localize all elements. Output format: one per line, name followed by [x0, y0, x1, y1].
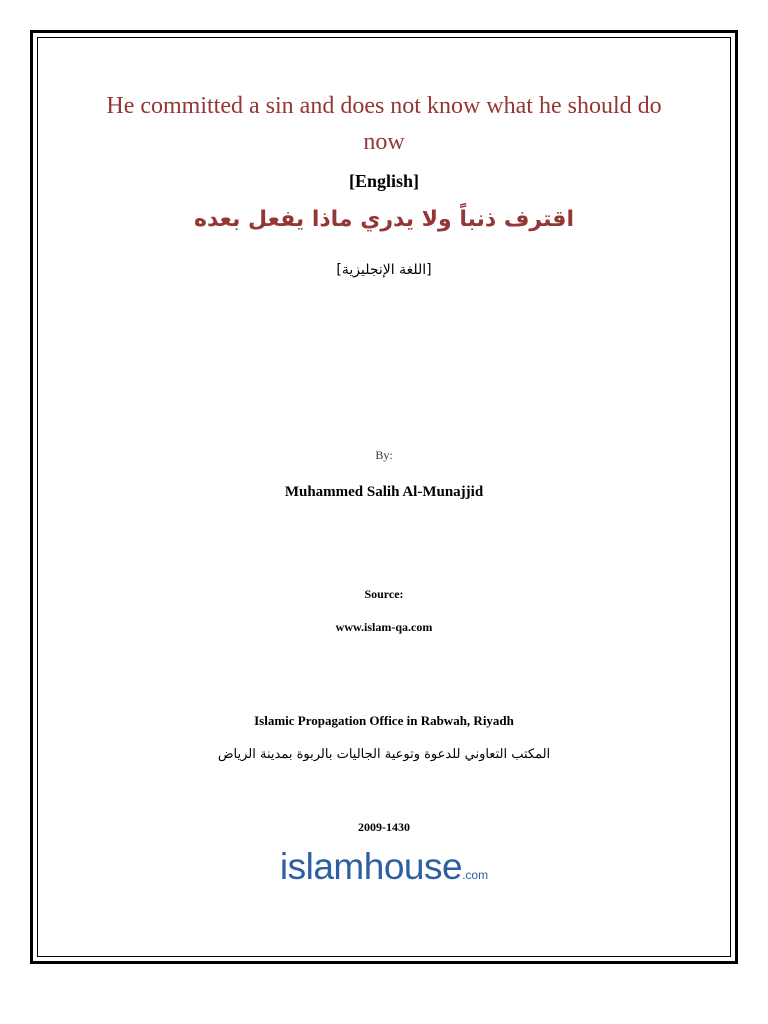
- source-url: www.islam-qa.com: [335, 620, 433, 634]
- logo-domain-suffix: .com: [462, 868, 489, 882]
- publisher-english: Islamic Propagation Office in Rabwah, Riyadh: [254, 713, 514, 728]
- islamhouse-logo: [0, 846, 768, 888]
- document-title-arabic: اقترف ذنباً ولا يدري ماذا يفعل بعده: [193, 207, 574, 232]
- document-title: He committed a sin and does not know what he should do now: [106, 93, 662, 155]
- language-label-arabic: [اللغة الإنجليزية]: [336, 262, 432, 278]
- logo-wordmark: islamhouse: [279, 846, 463, 887]
- author-name: Muhammed Salih Al-Munajjid: [284, 484, 484, 500]
- language-label-english: [English]: [348, 171, 420, 191]
- publisher-arabic: المكتب التعاوني للدعوة وتوعية الجاليات بالربوة بمدينة الرياض: [217, 747, 551, 762]
- by-label: By:: [375, 448, 393, 462]
- publication-year: 2009-1430: [358, 820, 410, 834]
- source-label: Source:: [364, 587, 404, 601]
